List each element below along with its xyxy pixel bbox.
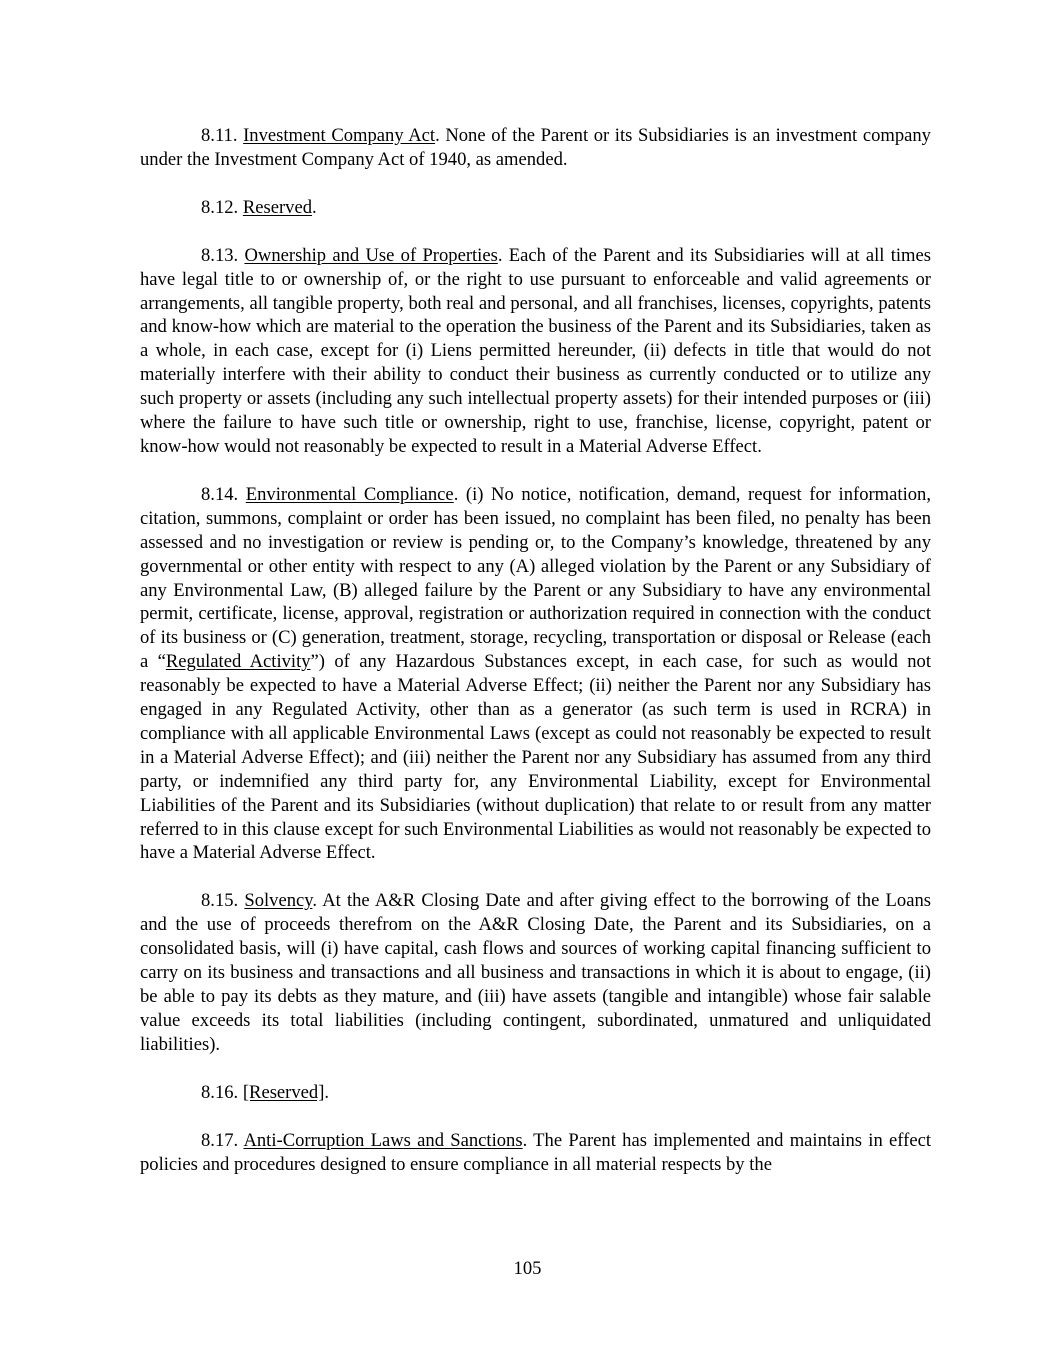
section-heading: Anti-Corruption Laws and Sanctions [243, 1129, 523, 1151]
heading-punctuation: . [324, 1081, 330, 1103]
section-body-part-1: (i) No notice, notification, demand, request for information, citation, summons, complaint or order has been issued, no complaint has been filed, no penalty has been assessed and no investigation or review is pending or, to the Company’s knowledge, threatened by any governmental or other entity with respect to any (A) alleged violation by the Parent or any Subsidiary of any Environmental Law, (B) alleged failure by the Parent or any Subsidiary to have any environmental permit, certificate, license, approval, registration or authorization required in connection with the conduct of its business or (C) generation, treatment, storage, recycling, transportation or disposal or Release (each a “ [140, 483, 931, 673]
section-8-13 [140, 244, 931, 459]
section-number: 8.15. [201, 890, 239, 912]
heading-punctuation: . [312, 890, 318, 912]
section-heading: Solvency [244, 890, 313, 912]
section-heading: Reserved [242, 196, 313, 218]
section-body: Each of the Parent and its Subsidiaries will at all times have legal title to or ownership of, or the right to use pursuant to enforceable and valid agreements or arrangements, all tangible property, both real and personal, and all franchises, licenses, copyrights, patents and know-how which are material to the operation the business of the Parent and its Subsidiaries, taken as a whole, in each case, except for (i) Liens permitted hereunder, (ii) defects in title that would do not materially interfere with their ability to conduct their business as currently conducted or to utilize any such property or assets (including any such intellectual property assets) for their intended purposes or (iii) where the failure to have such title or ownership, right to use, franchise, license, copyright, patent or know-how would not reasonably be expected to result in a Material Adverse Effect. [140, 244, 931, 457]
section-number: 8.16. [201, 1081, 239, 1103]
section-number: 8.14. [201, 483, 239, 505]
page-number: 105 [513, 1258, 542, 1279]
section-number: 8.12. [201, 196, 239, 218]
section-8-17 [140, 1129, 931, 1177]
section-number: 8.17. [201, 1129, 239, 1151]
section-heading: [Reserved] [242, 1081, 325, 1103]
heading-punctuation: . [435, 125, 440, 146]
heading-punctuation: . [453, 483, 459, 505]
document-page [140, 124, 931, 1200]
section-8-12 [140, 196, 931, 220]
section-8-16 [140, 1081, 931, 1105]
section-number: 8.11. [201, 125, 238, 146]
section-8-11 [140, 124, 931, 172]
section-body: The Parent has implemented and maintains in effect policies and procedures designed to ensure compliance in all material respects by the [140, 1129, 931, 1175]
section-body: None of the Parent or its Subsidiaries is an investment company under the Investment Company Act of 1940, as amended. [140, 125, 931, 170]
section-heading: Ownership and Use of Properties [244, 244, 498, 266]
section-body-part-2: ”) of any Hazardous Substances except, in each case, for such as would not reasonably be expected to have a Material Adverse Effect; (ii) neither the Parent nor any Subsidiary has engaged in any Regulated Activity, other than as a generator (as such term is used in RCRA) in compliance with all applicable Environmental Laws (except as could not reasonably be expected to result in a Material Adverse Effect); and (iii) neither the Parent nor any Subsidiary has assumed from any third party, or indemnified any third party for, any Environmental Liability, except for Environmental Liabilities of the Parent and its Subsidiaries (without duplication) that relate to or result from any matter referred to in this clause except for such Environmental Liabilities as would not reasonably be expected to have a Material Adverse Effect. [140, 651, 932, 864]
section-8-15 [140, 889, 931, 1056]
heading-punctuation: . [312, 196, 317, 218]
section-8-14 [140, 483, 931, 866]
section-number: 8.13. [201, 244, 239, 266]
heading-punctuation: . [522, 1129, 528, 1151]
section-body: At the A&R Closing Date and after giving effect to the borrowing of the Loans and the use of proceeds therefrom on the A&R Closing Date, the Parent and its Subsidiaries, on a consolidated basis, will (i) have capital, cash flows and sources of working capital financing sufficient to carry on its business and transactions and all business and transactions in which it is about to engage, (ii) be able to pay its debts as they mature, and (iii) have assets (tangible and intangible) whose fair salable value exceeds its total liabilities (including contingent, subordinated, unmatured and unliquidated liabilities). [140, 890, 931, 1055]
section-heading: Investment Company Act [243, 125, 436, 146]
defined-term: Regulated Activity [165, 651, 311, 673]
section-heading: Environmental Compliance [245, 483, 454, 505]
heading-punctuation: . [497, 244, 503, 266]
